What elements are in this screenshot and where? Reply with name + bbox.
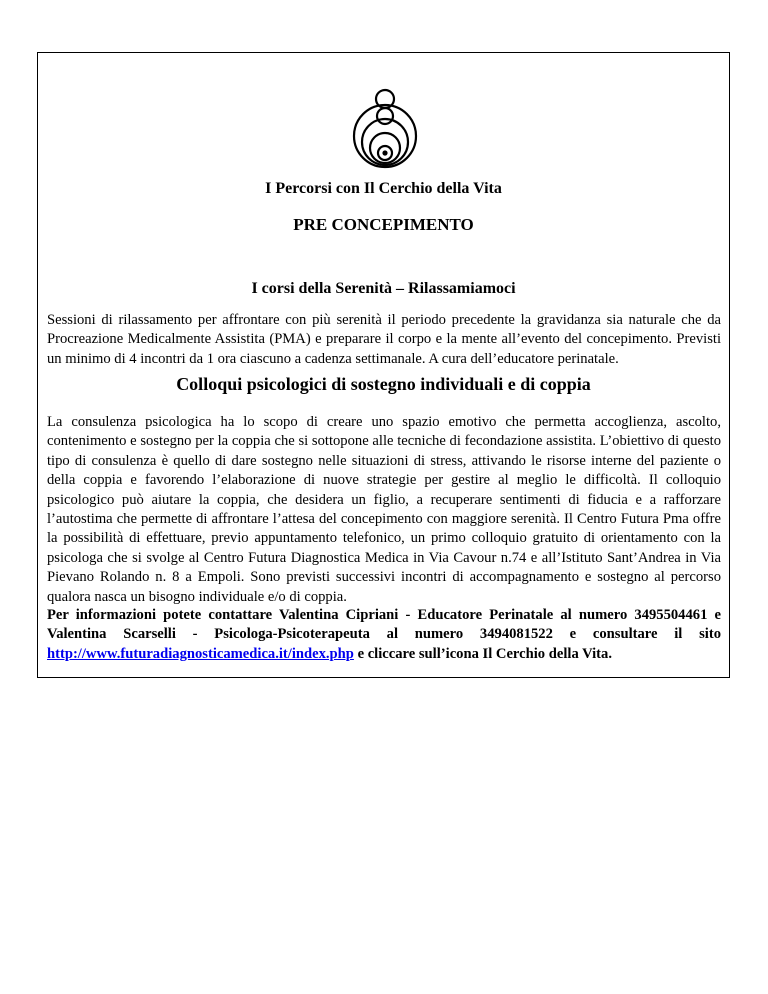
contact-text-before: Per informazioni potete contattare Valentina Cipriani - Educatore Perinatale al numero 3495504461 e Valentina Scarselli - Psicologa-Psicoterapeuta al numero 3494081522 e consultare il sito (47, 607, 721, 643)
contact-text-after: e cliccare sull’icona Il Cerchio della Vita. (353, 645, 612, 662)
contact-paragraph (47, 606, 721, 664)
section1-heading: I corsi della Serenità – Rilassamiamoci (251, 280, 516, 297)
page-subtitle: PRE CONCEPIMENTO (293, 215, 474, 234)
section2-body: La consulenza psicologica ha lo scopo di creare uno spazio emotivo che permetta accoglienza, ascolto, contenimento e sostegno per la coppia che si sottopone alle tecniche di fecondazione assistita. L’obiettivo di questo tipo di consulenza è quello di dare sostegno nelle situazioni di stress, attivando le risorse interne del paziente o della coppia e favorendo l’elaborazione di nuove strategie per gestire al meglio le difficoltà. Il colloquio psicologico può aiutare la coppia, che desidera un figlio, a recuperare sentimenti di fiducia e a rafforzare l’autostima che permette di affrontare l’attesa del concepimento con maggiore serenità. Il Centro Futura Pma offre la possibilità di effettuare, previo appuntamento telefonico, un primo colloquio gratuito di orientamento con la psicologa che si svolge al Centro Futura Diagnostica Medica in Via Cavour n.74 e all’Istituto Sant’Andrea in Via Pievano Rolando n. 8 a Empoli. Sono previsti successivi incontri di accompagnamento e sostegno al percorso qualora nasca un bisogno individuale e/o di coppia. (47, 414, 721, 605)
page-title: I Percorsi con Il Cerchio della Vita (265, 180, 502, 197)
section1-body: Sessioni di rilassamento per affrontare con più serenità il periodo precedente la gravidanza sia naturale che da Procreazione Medicalmente Assistita (PMA) e preparare il corpo e la mente all’evento del concepimento. Previsti un minimo di 4 incontri da 1 ora ciascuno a cadenza settimanale. A cura dell’educatore perinatale. (47, 312, 721, 367)
concentric-circles-logo-icon (343, 86, 427, 170)
website-link[interactable]: http://www.futuradiagnosticamedica.it/index.php (47, 645, 354, 662)
section2-heading: Colloqui psicologici di sostegno individuali e di coppia (176, 374, 591, 394)
